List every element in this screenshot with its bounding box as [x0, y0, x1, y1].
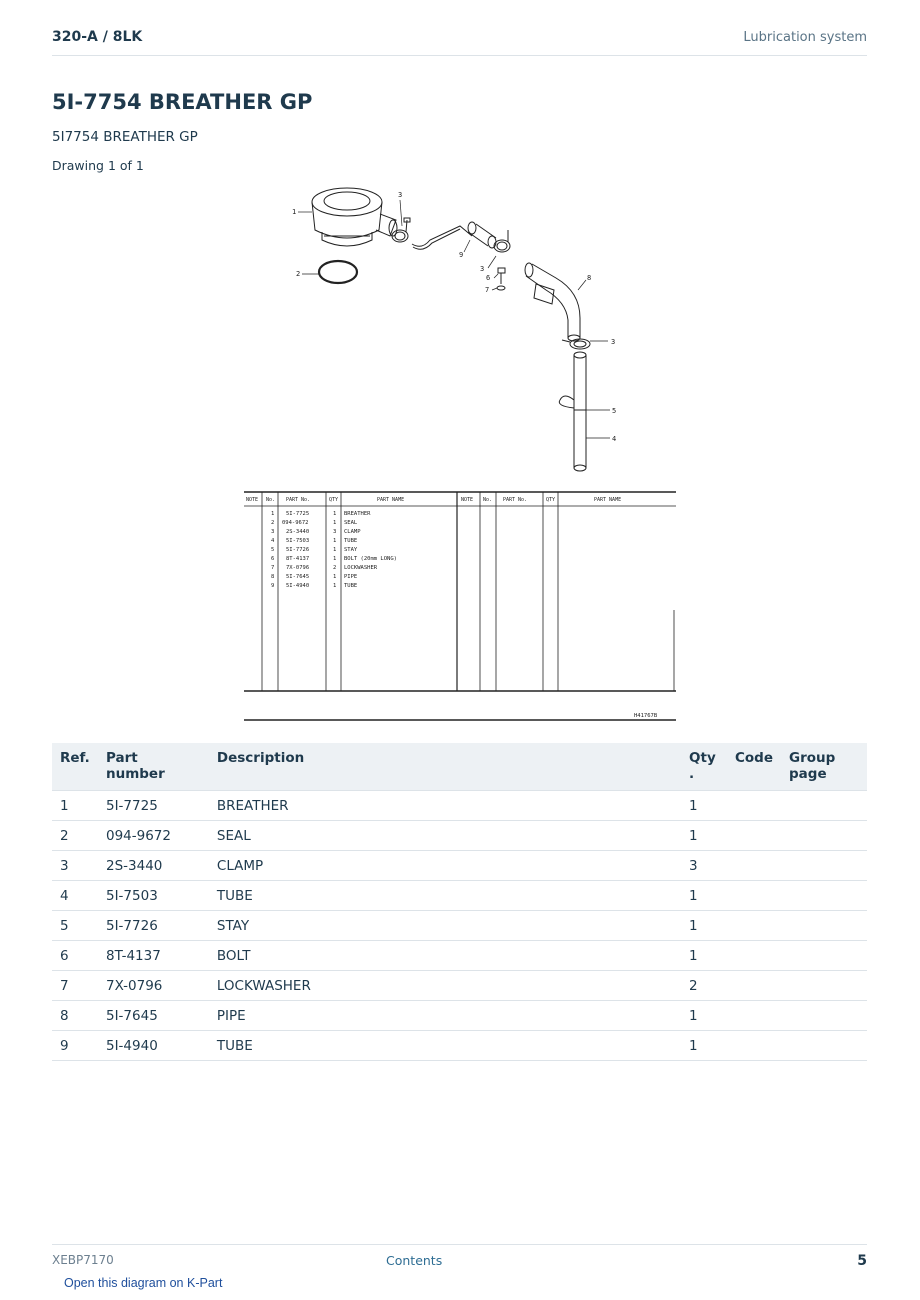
page-subtitle: 5I7754 BREATHER GP — [52, 129, 198, 145]
cell-ref: 8 — [52, 1001, 98, 1031]
scan-row-7-part: 7X-0796 — [286, 565, 310, 571]
cell-code — [727, 1031, 781, 1061]
scan-header-note: NOTE — [246, 497, 259, 503]
cell-ref: 4 — [52, 881, 98, 911]
doc-code: XEBP7170 — [52, 1253, 114, 1267]
callout-7: 7 — [485, 286, 490, 294]
cell-part-number: 5I-7726 — [98, 911, 209, 941]
col-ref: Ref. — [52, 743, 98, 791]
cell-description: SEAL — [209, 821, 681, 851]
scan-row-8-name: PIPE — [344, 574, 358, 580]
callout-3b: 3 — [480, 265, 485, 273]
stay-drawing — [559, 396, 574, 408]
contents-link[interactable]: Contents — [386, 1253, 443, 1268]
cell-code — [727, 881, 781, 911]
scan-row-4-name: TUBE — [344, 538, 358, 544]
scan-row-1-qty: 1 — [333, 511, 337, 517]
breather-drawing — [312, 188, 397, 246]
cell-qty: 1 — [681, 791, 727, 821]
cell-group-page — [781, 1031, 867, 1061]
scan-row-3-name: CLAMP — [344, 529, 361, 535]
cell-code — [727, 851, 781, 881]
scan-row-6-name: BOLT (20mm LONG) — [344, 556, 397, 562]
scan-header-note2: NOTE — [461, 497, 474, 503]
cell-description: BOLT — [209, 941, 681, 971]
cell-part-number: 5I-7503 — [98, 881, 209, 911]
scan-row-9-name: TUBE — [344, 583, 358, 589]
table-row — [52, 881, 867, 911]
tube-drawing-9 — [468, 222, 496, 248]
long-tube-drawing — [574, 352, 586, 471]
callout-4: 4 — [612, 435, 617, 443]
cell-qty: 2 — [681, 971, 727, 1001]
scan-row-4-part: 5I-7503 — [286, 538, 310, 544]
col-description: Description — [209, 743, 681, 791]
cell-group-page — [781, 881, 867, 911]
cell-group-page — [781, 911, 867, 941]
parts-table-header — [52, 743, 867, 791]
pipe-drawing — [525, 263, 580, 341]
scan-row-2-qty: 1 — [333, 520, 337, 526]
cell-ref: 3 — [52, 851, 98, 881]
scan-header-qty2: QTY — [546, 497, 556, 503]
cell-description: TUBE — [209, 881, 681, 911]
callout-5: 5 — [612, 407, 617, 415]
scan-row-9-qty: 1 — [333, 583, 337, 589]
table-row — [52, 1031, 867, 1061]
scan-row-5-no: 5 — [271, 547, 275, 553]
scanned-parts-table — [244, 492, 676, 720]
scan-row-4-no: 4 — [271, 538, 275, 544]
scan-row-8-no: 8 — [271, 574, 275, 580]
cell-code — [727, 1001, 781, 1031]
col-part-number: Part number — [98, 743, 209, 791]
scan-row-3-no: 3 — [271, 529, 275, 535]
seal-drawing — [319, 261, 357, 283]
cell-description: CLAMP — [209, 851, 681, 881]
table-row — [52, 911, 867, 941]
cell-code — [727, 911, 781, 941]
lockwasher-drawing — [497, 286, 505, 290]
callout-2: 2 — [296, 270, 301, 278]
cell-description: PIPE — [209, 1001, 681, 1031]
cell-group-page — [781, 791, 867, 821]
cell-group-page — [781, 941, 867, 971]
cell-qty: 1 — [681, 1031, 727, 1061]
cell-part-number: 7X-0796 — [98, 971, 209, 1001]
kpart-diagram-link[interactable]: Open this diagram on K-Part — [64, 1276, 223, 1290]
scan-row-3-part: 2S-3440 — [286, 529, 310, 535]
callout-1: 1 — [292, 208, 297, 216]
model-label: 320-A / 8LK — [52, 29, 143, 45]
callout-9: 9 — [459, 251, 464, 259]
cell-group-page — [781, 821, 867, 851]
bolt-drawing — [498, 268, 505, 273]
scan-row-9-part: 5I-4940 — [286, 583, 310, 589]
cell-group-page — [781, 851, 867, 881]
col-group-page: Group page — [781, 743, 867, 791]
cell-code — [727, 791, 781, 821]
scan-row-6-part: 8T-4137 — [286, 556, 310, 562]
scan-row-2-name: SEAL — [344, 520, 358, 526]
scan-header-partno: PART No. — [286, 497, 311, 503]
cell-part-number: 5I-4940 — [98, 1031, 209, 1061]
scan-row-5-qty: 1 — [333, 547, 337, 553]
cell-description: STAY — [209, 911, 681, 941]
cell-qty: 1 — [681, 941, 727, 971]
cell-qty: 1 — [681, 821, 727, 851]
scan-row-1-name: BREATHER — [344, 511, 371, 517]
cell-ref: 9 — [52, 1031, 98, 1061]
scan-row-2-no: 2 — [271, 520, 275, 526]
cell-ref: 7 — [52, 971, 98, 1001]
table-row — [52, 1001, 867, 1031]
scan-row-8-part: 5I-7645 — [286, 574, 310, 580]
cell-part-number: 5I-7725 — [98, 791, 209, 821]
scan-header-no2: No. — [483, 497, 493, 503]
cell-group-page — [781, 1001, 867, 1031]
scan-row-1-no: 1 — [271, 511, 275, 517]
cell-qty: 1 — [681, 881, 727, 911]
page-header — [52, 29, 867, 56]
cell-code — [727, 821, 781, 851]
scan-row-5-name: STAY — [344, 547, 358, 553]
cell-qty: 1 — [681, 911, 727, 941]
exploded-parts-diagram — [240, 180, 680, 725]
cell-group-page — [781, 971, 867, 1001]
table-row — [52, 791, 867, 821]
table-row — [52, 851, 867, 881]
cell-description: LOCKWASHER — [209, 971, 681, 1001]
cell-ref: 2 — [52, 821, 98, 851]
cell-ref: 6 — [52, 941, 98, 971]
drawing-code: H41767B — [634, 713, 658, 719]
cell-code — [727, 941, 781, 971]
section-label: Lubrication system — [743, 30, 867, 45]
cell-ref: 1 — [52, 791, 98, 821]
col-qty: Qty . — [681, 743, 727, 791]
scan-row-7-name: LOCKWASHER — [344, 565, 378, 571]
cell-description: BREATHER — [209, 791, 681, 821]
scan-header-partname2: PART NAME — [594, 497, 622, 503]
callout-8: 8 — [587, 274, 592, 282]
scan-header-partname: PART NAME — [377, 497, 405, 503]
table-row — [52, 821, 867, 851]
callout-6: 6 — [486, 274, 491, 282]
cell-part-number: 2S-3440 — [98, 851, 209, 881]
scan-row-1-part: 5I-7725 — [286, 511, 310, 517]
cell-description: TUBE — [209, 1031, 681, 1061]
callout-3c: 3 — [611, 338, 616, 346]
drawing-count: Drawing 1 of 1 — [52, 158, 144, 173]
scan-header-qty: QTY — [329, 497, 339, 503]
cell-code — [727, 971, 781, 1001]
table-row — [52, 971, 867, 1001]
cell-qty: 1 — [681, 1001, 727, 1031]
scan-row-8-qty: 1 — [333, 574, 337, 580]
scan-header-no: No. — [266, 497, 276, 503]
cell-ref: 5 — [52, 911, 98, 941]
scan-row-7-qty: 2 — [333, 565, 337, 571]
scan-row-7-no: 7 — [271, 565, 275, 571]
scan-rows — [271, 511, 397, 589]
page-title: 5I-7754 BREATHER GP — [52, 90, 313, 114]
scan-header-partno2: PART No. — [503, 497, 528, 503]
page-number: 5 — [857, 1253, 867, 1269]
col-code: Code — [727, 743, 781, 791]
scan-row-4-qty: 1 — [333, 538, 337, 544]
page-footer — [52, 1244, 867, 1269]
table-row — [52, 941, 867, 971]
scan-row-2-part: 094-9672 — [282, 520, 309, 526]
scan-row-6-qty: 1 — [333, 556, 337, 562]
scan-row-3-qty: 3 — [333, 529, 337, 535]
parts-table — [52, 743, 867, 1061]
hose-drawing — [412, 226, 472, 246]
cell-part-number: 8T-4137 — [98, 941, 209, 971]
scan-row-9-no: 9 — [271, 583, 275, 589]
scan-row-5-part: 5I-7726 — [286, 547, 310, 553]
cell-part-number: 5I-7645 — [98, 1001, 209, 1031]
cell-part-number: 094-9672 — [98, 821, 209, 851]
scan-row-6-no: 6 — [271, 556, 275, 562]
clamp-drawing-1 — [392, 218, 410, 242]
cell-qty: 3 — [681, 851, 727, 881]
callout-3a: 3 — [398, 191, 403, 199]
